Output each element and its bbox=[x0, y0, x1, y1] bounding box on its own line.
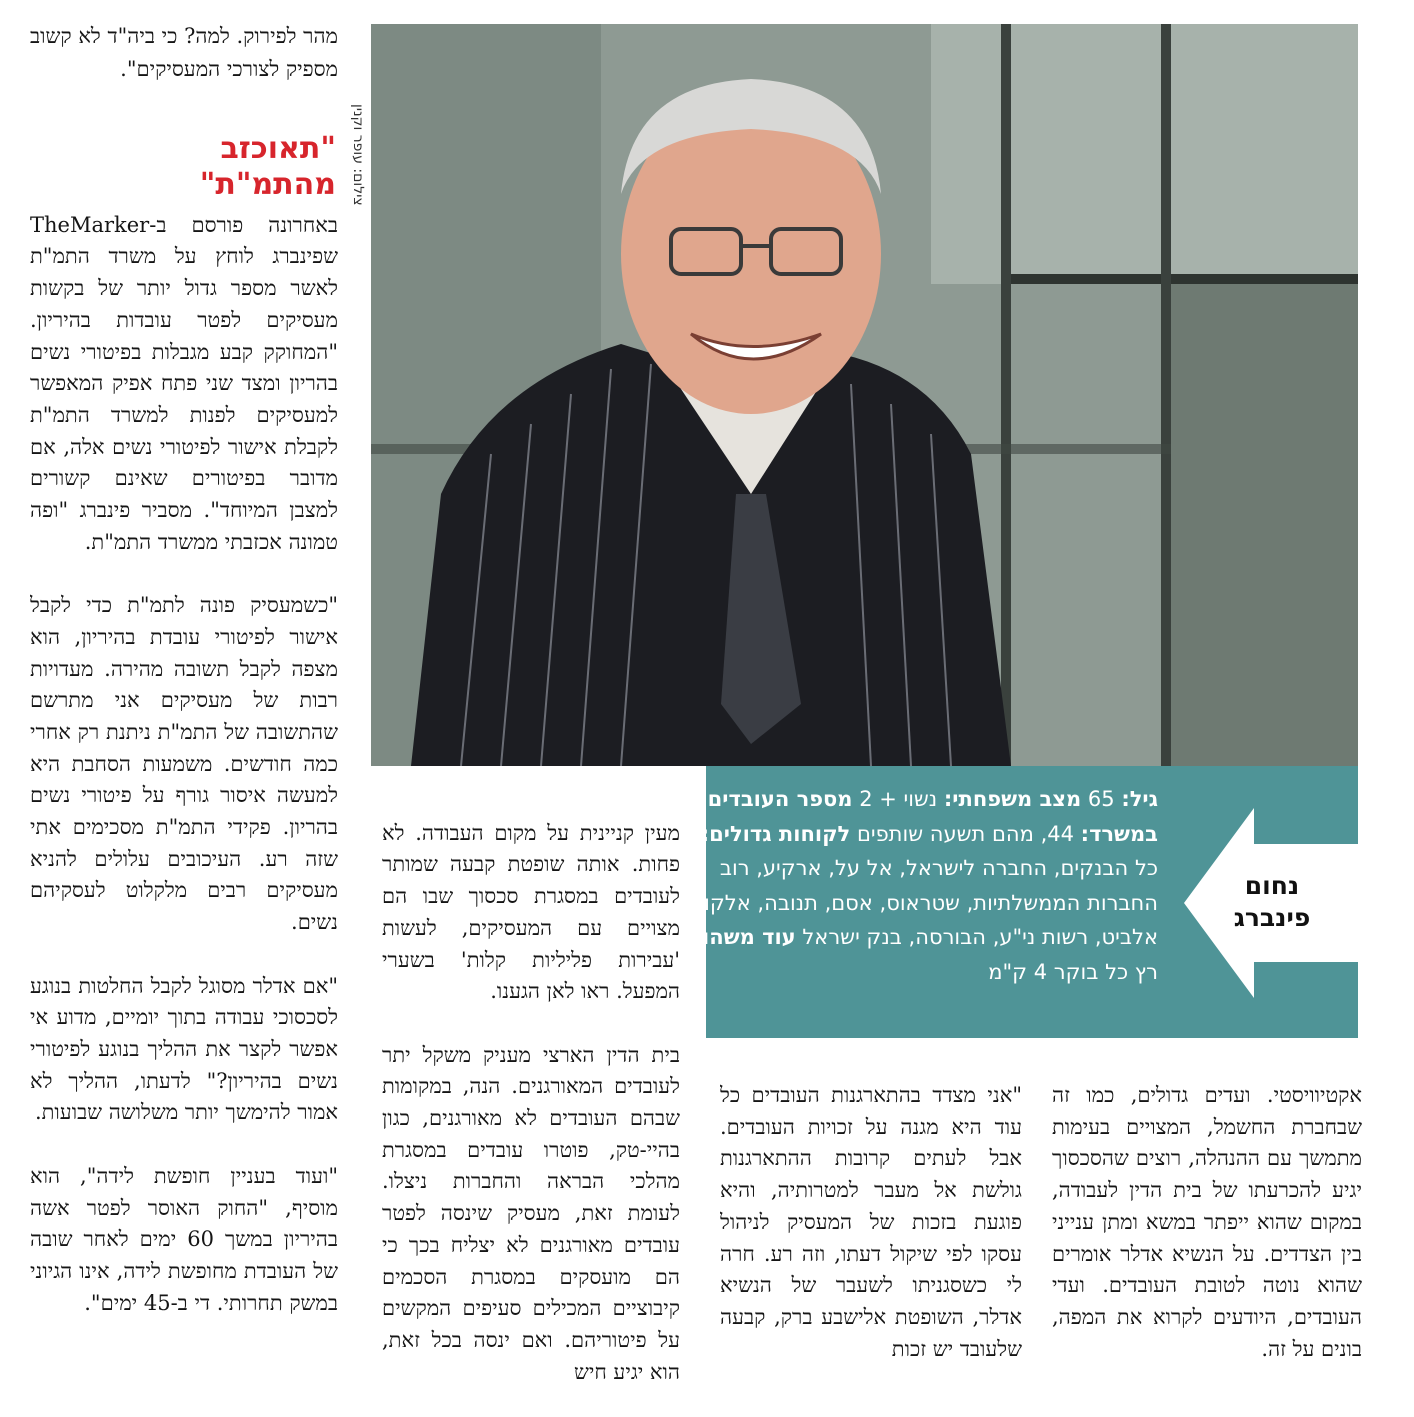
paragraph: "ועוד בעניין חופשת לידה", הוא מוסיף, "החוק האוסר לפטר אשה בהיריון במשך 60 ימים לאחר שובה של העובדת מחופשת לידה, אינו הגיוני במשק תחרותי. די ב-45 ימים". bbox=[30, 1163, 338, 1315]
person-last-name: פינברג bbox=[1233, 903, 1311, 932]
paragraph: "אם אדלר מסוגל לקבל החלטות בנוגע לסכסוכי עבודה בתוך יומיים, מדוע אי אפשר לקצר את ההליך בנוגע לפיטורי נשים בהיריון?" לדעתו, ההליך לא אמור להימשך יותר משלושה שבועות. bbox=[30, 973, 338, 1125]
article-column-bottom-middle: "אני מצדד בהתארגנות העובדים כל עוד היא מגנה על זכויות העובדים. אבל לעתים קרובות ההתארגנות גולשת אל מעבר למטרותיה, והיא פוגעת בזכות של המעסיק לניהול עסקו לפי שיקול דעתו, וזה רע. חרה לי כשסגניתו לשעבר של הנשיא אדלר, השופטת אלישבע ברק, קבעה שלעובד יש זכות bbox=[720, 1083, 1022, 1361]
paragraph: מעין קניינית על מקום העבודה. לא פחות. אותה שופטת קבעה שמותר לעובדים במסגרת סכסוך שבו הם מצויים עם המעסיקים, לעשות 'עבירות פליליות קלות' בשערי המפעל. ראו לאן הגענו. bbox=[382, 820, 680, 1004]
article-column-middle bbox=[382, 786, 680, 1406]
clients-value: כל הבנקים, החברה לישראל, אל על, ארקיע, רוב החברות הממשלתיות, שטראוס, אסם, תנובה, אלקו, אלביט, רשות ני"ע, הבורסה, בנק ישראל bbox=[697, 856, 1158, 949]
portrait-illustration bbox=[371, 24, 1358, 766]
more-label: עוד משהו: bbox=[693, 925, 796, 949]
article-column-left bbox=[30, 178, 338, 1408]
paragraph: בית הדין הארצי מעניק משקל יתר לעובדים המאורגנים. הנה, במקומות שבהם העובדים לא מאורגנים, כגון בהיי-טק, פוטרו עובדים במסגרת מהלכי הבראה והחברות ניצלו. לעומת זאת, מעסיק שינסה לפטר עובדים מאורגנים לא יצליח בכך כי הם מועסקים במסגרת הסכמים קיבוציים המכילים סעיפים המקשים על פיטוריהם. ואם ינסה בכל זאת, הוא יגיע חיש bbox=[382, 1042, 680, 1384]
person-name bbox=[1202, 870, 1342, 934]
age-label: גיל: bbox=[1121, 787, 1158, 811]
family-label: מצב משפחתי: bbox=[943, 787, 1082, 811]
clients-label: לקוחות גדולים: bbox=[700, 821, 851, 846]
staff-value: 44, מהם תשעה שותפים bbox=[856, 821, 1074, 846]
profile-infobox bbox=[693, 766, 1358, 1038]
article-column-left-top: מהר לפירוק. למה? כי ביה"ד לא קשוב מספיק לצורכי המעסיקים". bbox=[30, 24, 338, 81]
article-column-bottom-right: אקטיוויסטי. ועדים גדולים, כמו זה שבחברת החשמל, המצויים בעימות מתמשך עם ההנהלה, רוצים שהסכסוך יגיע להכרעתו של בית הדין לעבודה, במקום שהוא ייפתר במשא ומתן ענייני בין הצדדים. על הנשיא אדלר אומרים שהוא נוטה לטובת העובדים. ועדי העובדים, היודעים לקרוא את המפה, בונים על זה. bbox=[1052, 1083, 1362, 1361]
photo-credit: צילום: עופר וקנין bbox=[350, 104, 366, 206]
paragraph: באחרונה פורסם ב-TheMarker שפינברג לוחץ על משרד התמ"ת לאשר מספר גדול יותר של בקשות מעסיקים לפטר עובדות בהיריון. "המחוקק קבע מגבלות בפיטורי נשים בהריון ומצד שני פתח אפיק המאפשר למעסיקים לפנות למשרד התמ"ת לקבלת אישור לפיטורי נשים אלה, אם מדובר בפיטורים שאינם קשורים למצבן המיוחד". מסביר פינברג "ופה טמונה אכזבתי ממשרד התמ"ת. bbox=[30, 212, 338, 554]
staff-label: מספר העובדים במשרד: bbox=[707, 787, 1158, 846]
paragraph: "כשמעסיק פונה לתמ"ת כדי לקבל אישור לפיטורי עובדת בהיריון, הוא מצפה לקבל תשובה מהירה. מעדויות רבות של מעסיקים אני מתרשם שהתשובה של התמ"ת ניתנת רק אחרי כמה חודשים. משמעות הסחבת היא למעשה איסור גורף על פיטורי נשים בהריון. פקידי התמ"ת מסכימים אתי שזה רע. העיכובים עלולים להניא מעסיקים רבים מלקלוט לעסקיהם נשים. bbox=[30, 593, 338, 935]
age-value: 65 bbox=[1087, 787, 1115, 811]
portrait-photo bbox=[371, 24, 1358, 766]
profile-facts bbox=[688, 782, 1158, 989]
article-subheading: "תאוכזב מהתמ"ת" bbox=[199, 131, 336, 202]
person-first-name: נחום bbox=[1244, 871, 1300, 900]
more-value: רץ כל בוקר 4 ק"מ bbox=[988, 959, 1158, 984]
family-value: נשוי + 2 bbox=[859, 787, 938, 811]
